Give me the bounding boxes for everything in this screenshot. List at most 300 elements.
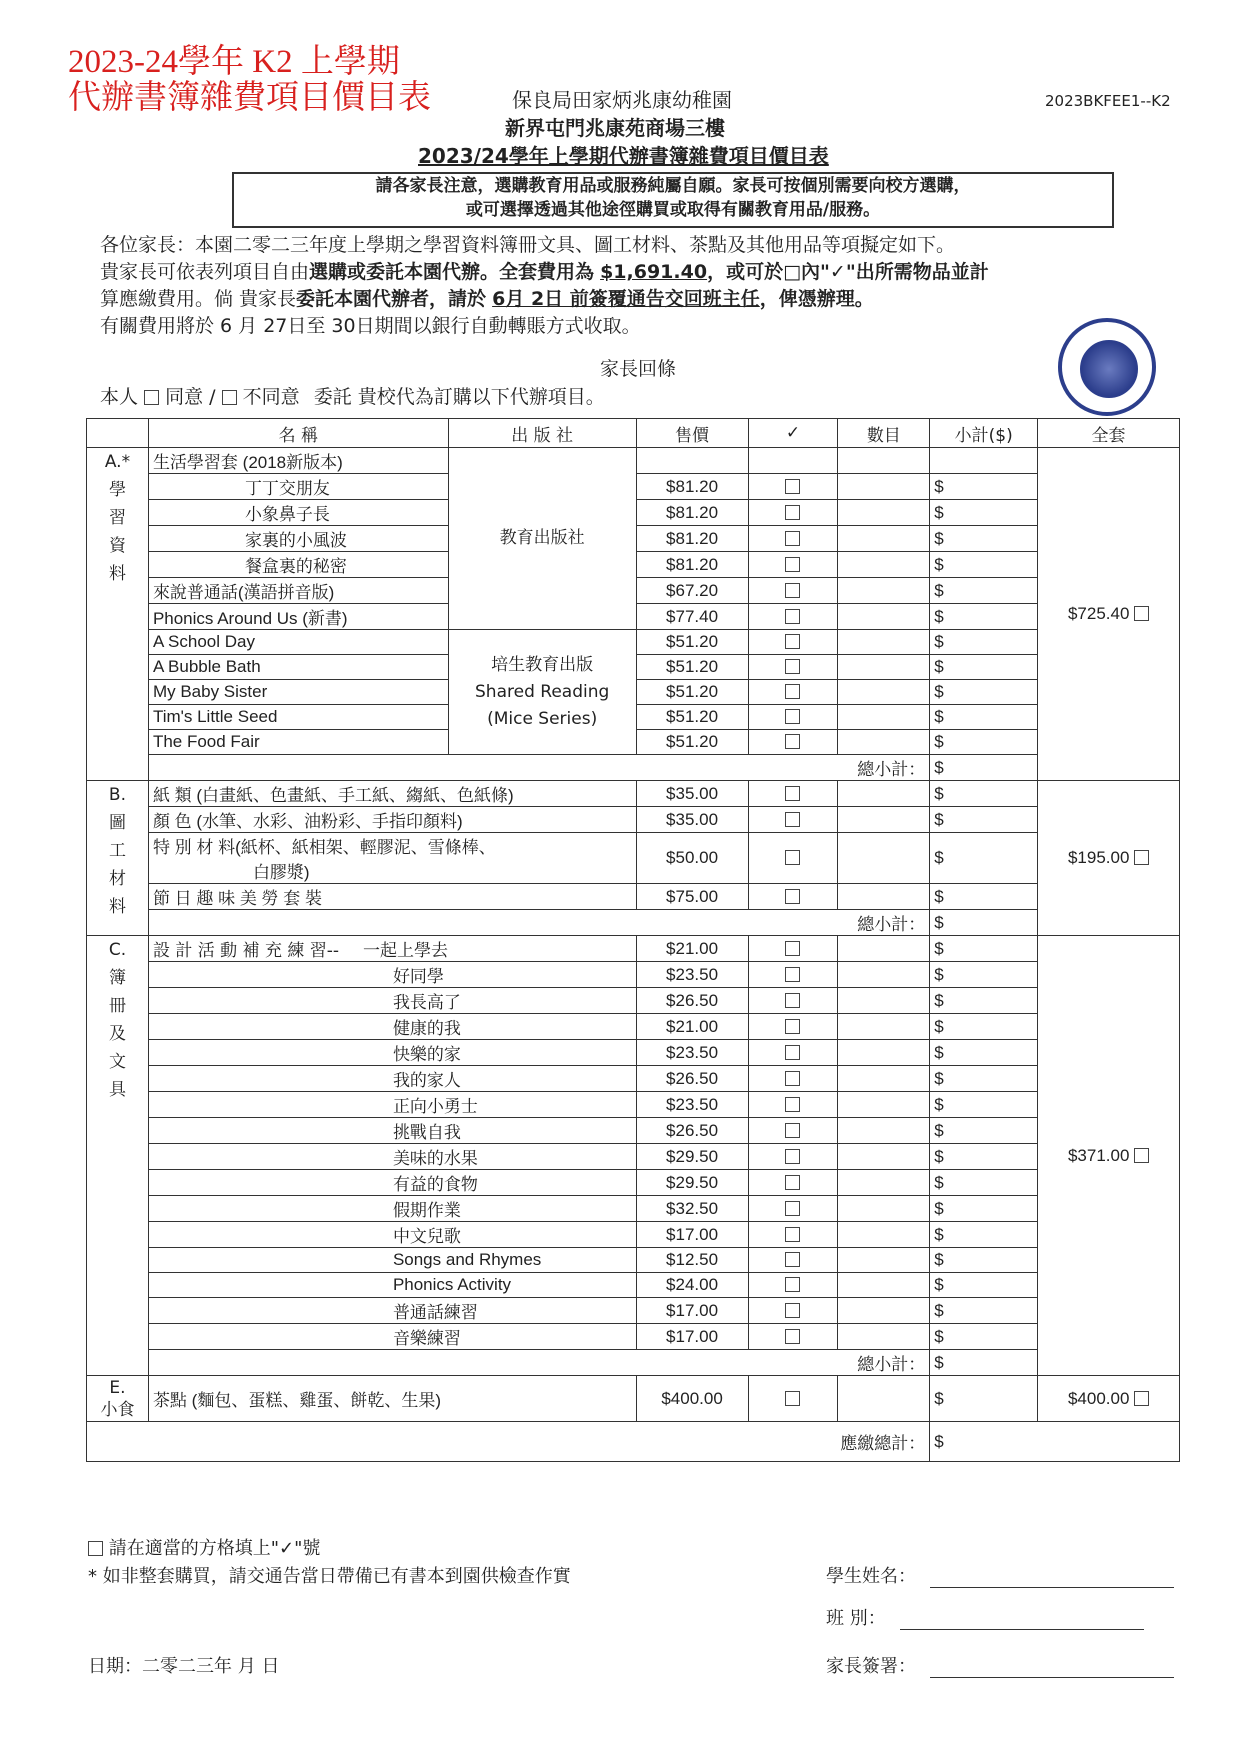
subtotal-field[interactable]: $	[930, 1170, 1038, 1196]
quantity-field[interactable]	[838, 552, 930, 578]
notice-box	[232, 172, 1114, 228]
quantity-field[interactable]	[838, 781, 930, 807]
header-publisher: 出 版 社	[448, 419, 636, 448]
publisher-name: Shared Reading	[475, 681, 610, 702]
section-char: 簿	[108, 968, 126, 988]
item-name-text: 中文兒歌	[392, 1227, 461, 1246]
section-code: E.	[109, 1377, 126, 1398]
item-checkbox[interactable]	[785, 786, 800, 801]
tick-cell	[748, 1222, 838, 1248]
section-char: 料	[108, 564, 126, 584]
tick-cell	[748, 500, 838, 526]
tick-cell	[748, 1273, 838, 1298]
item-name-text: 節 日 趣 味 美 勞 套 裝	[152, 889, 322, 908]
item-name: Tim's Little Seed	[148, 705, 448, 730]
subtotal-label: 總小計：	[148, 755, 929, 781]
quantity-field[interactable]	[838, 1222, 930, 1248]
table-row	[87, 1196, 1180, 1222]
quantity-field[interactable]	[838, 1092, 930, 1118]
item-name-text: 顏 色 (水筆、水彩、油粉彩、手指印顏料)	[152, 812, 463, 831]
section-char: 材	[108, 869, 126, 889]
quantity-field[interactable]	[838, 1196, 930, 1222]
section-label	[91, 936, 144, 1104]
item-name-text: 我的家人	[392, 1071, 461, 1090]
tick-cell	[748, 988, 838, 1014]
table-row	[87, 1324, 1180, 1350]
item-name	[148, 1324, 636, 1350]
set-price-cell	[1038, 936, 1180, 1376]
item-name: Phonics Around Us (新書)	[148, 604, 448, 630]
item-checkbox[interactable]	[785, 1123, 800, 1138]
item-checkbox[interactable]	[785, 812, 800, 827]
item-checkbox[interactable]	[785, 1201, 800, 1216]
parent-signature-label: 家長簽署：	[826, 1656, 916, 1677]
tick-cell	[748, 1144, 838, 1170]
total-fee: $1,691.40	[600, 261, 708, 283]
section-char: 及	[108, 1024, 126, 1044]
header-subtotal: 小計($)	[930, 419, 1038, 448]
red-title-line2: 代辦書簿雜費項目價目表	[68, 80, 431, 116]
item-name: 家裏的小風波	[148, 526, 448, 552]
section-e	[87, 1376, 1180, 1462]
publisher-2	[448, 630, 636, 755]
subtotal-field[interactable]: $	[930, 807, 1038, 833]
consent-prefix: 本人	[100, 386, 139, 408]
item-checkbox[interactable]	[785, 889, 800, 904]
table-row	[87, 1222, 1180, 1248]
item-name-text: 健康的我	[392, 1019, 461, 1038]
quantity-field[interactable]	[838, 500, 930, 526]
item-checkbox[interactable]	[785, 659, 800, 674]
quantity-field[interactable]	[838, 655, 930, 680]
item-price: $17.00	[636, 1298, 748, 1324]
student-name-row	[826, 1562, 1174, 1588]
subtotal-field[interactable]: $	[930, 1248, 1038, 1273]
class-row	[826, 1604, 1144, 1630]
item-checkbox[interactable]	[785, 709, 800, 724]
total-field[interactable]: $	[930, 1422, 1180, 1462]
agree-label: 同意 /	[165, 386, 216, 408]
subtotal-total-field[interactable]: $	[930, 755, 1038, 781]
item-name-text: 我長高了	[392, 993, 461, 1012]
parent-signature-field[interactable]	[930, 1659, 1174, 1678]
item-name	[148, 1066, 636, 1092]
quantity-field[interactable]	[838, 884, 930, 910]
set-checkbox[interactable]	[1134, 606, 1149, 621]
item-name	[148, 1196, 636, 1222]
notice-line2: 或可選擇透過其他途徑購買或取得有關教育用品/服務。	[465, 200, 881, 220]
table-row	[87, 1014, 1180, 1040]
disagree-checkbox[interactable]	[222, 390, 237, 405]
item-checkbox[interactable]	[785, 1097, 800, 1112]
tick-cell	[748, 936, 838, 962]
subtotal-field[interactable]: $	[930, 474, 1038, 500]
intro-text: ，或可於□內"✓"出所需物品並計	[707, 261, 989, 283]
header-tick: ✓	[748, 419, 838, 448]
section-char: 圖	[108, 813, 126, 833]
subtotal-field[interactable]: $	[930, 1298, 1038, 1324]
quantity-field[interactable]	[838, 1066, 930, 1092]
subtotal-field[interactable]: $	[930, 1118, 1038, 1144]
item-checkbox[interactable]	[785, 1071, 800, 1086]
item-name	[148, 962, 636, 988]
item-name	[148, 936, 636, 962]
student-name-label: 學生姓名：	[826, 1566, 916, 1587]
item-price: $35.00	[636, 781, 748, 807]
table-row	[87, 630, 1180, 655]
intro-line1: 各位家長：本園二零二三年度上學期之學習資料簿冊文具、圖工材料、茶點及其他用品等項擬定如下。	[100, 234, 956, 256]
item-prefix: 設 計 活 動 補 充 練 習--	[152, 941, 340, 961]
consent-suffix: 委託 貴校代為訂購以下代辦項目。	[313, 386, 605, 408]
subtotal-field[interactable]: $	[930, 578, 1038, 604]
item-name	[148, 1118, 636, 1144]
subtotal-field[interactable]: $	[930, 630, 1038, 655]
school-address: 新界屯門兆康苑商場三樓	[505, 116, 725, 140]
subtotal-field[interactable]: $	[930, 1066, 1038, 1092]
item-checkbox[interactable]	[785, 850, 800, 865]
item-checkbox[interactable]	[785, 1252, 800, 1267]
section-c	[87, 936, 1180, 1376]
set-price-cell	[1038, 1376, 1180, 1422]
item-price: $17.00	[636, 1324, 748, 1350]
deadline: 6月 2日 前簽覆通告交回班主任	[492, 288, 760, 310]
section-code: C.	[108, 940, 127, 960]
tick-cell	[748, 680, 838, 705]
tick-cell	[748, 730, 838, 755]
tick-cell	[748, 1118, 838, 1144]
quantity-field[interactable]	[838, 526, 930, 552]
quantity-field[interactable]	[838, 578, 930, 604]
item-name: 茶點 (麵包、蛋糕、雞蛋、餅乾、生果)	[148, 1376, 636, 1422]
item-name-text: 紙 類 (白畫紙、色畫紙、手工紙、縐紙、色紙條)	[152, 786, 514, 805]
item-checkbox[interactable]	[785, 583, 800, 598]
blank	[748, 448, 838, 474]
section-char: 資	[108, 536, 126, 556]
item-checkbox[interactable]	[785, 684, 800, 699]
item-price: $29.50	[636, 1170, 748, 1196]
item-checkbox[interactable]	[785, 1391, 800, 1406]
tick-cell	[748, 1324, 838, 1350]
tick-cell	[748, 833, 838, 884]
item-checkbox[interactable]	[785, 1227, 800, 1242]
date-line: 日期：二零二三年 月 日	[88, 1656, 280, 1677]
quantity-field[interactable]	[838, 474, 930, 500]
tick-cell	[748, 655, 838, 680]
header-blank	[87, 419, 149, 448]
quantity-field[interactable]	[838, 1118, 930, 1144]
fee-table	[86, 418, 1180, 1462]
item-name	[148, 833, 636, 884]
item-checkbox[interactable]	[785, 1149, 800, 1164]
quantity-field[interactable]	[838, 604, 930, 630]
item-name	[148, 1222, 636, 1248]
quantity-field[interactable]	[838, 962, 930, 988]
quantity-field[interactable]	[838, 1144, 930, 1170]
total-row	[87, 1422, 1180, 1462]
section-char: 學	[108, 480, 126, 500]
subtotal-field[interactable]: $	[930, 884, 1038, 910]
class-field[interactable]	[900, 1611, 1144, 1630]
item-name: My Baby Sister	[148, 680, 448, 705]
tick-cell	[748, 1170, 838, 1196]
publisher-name: 教育出版社	[499, 528, 585, 548]
item-name	[148, 1248, 636, 1273]
header-price: 售價	[636, 419, 748, 448]
quantity-field[interactable]	[838, 1273, 930, 1298]
quantity-field[interactable]	[838, 1376, 930, 1422]
subtotal-field[interactable]: $	[930, 962, 1038, 988]
section-label	[91, 448, 144, 588]
school-seal-icon	[1058, 318, 1156, 416]
quantity-field[interactable]	[838, 1014, 930, 1040]
item-checkbox[interactable]	[785, 609, 800, 624]
item-price: $35.00	[636, 807, 748, 833]
section-e-label	[87, 1376, 149, 1422]
header-quantity: 數目	[838, 419, 930, 448]
item-name: The Food Fair	[148, 730, 448, 755]
item-name	[148, 1273, 636, 1298]
subtotal-field[interactable]: $	[930, 655, 1038, 680]
item-price: $23.50	[636, 1092, 748, 1118]
item-price: $77.40	[636, 604, 748, 630]
table-row	[87, 988, 1180, 1014]
item-name	[148, 1040, 636, 1066]
total-label: 應繳總計：	[87, 1422, 930, 1462]
quantity-field[interactable]	[838, 1324, 930, 1350]
item-checkbox[interactable]	[785, 993, 800, 1008]
table-row	[87, 781, 1180, 807]
quantity-field[interactable]	[838, 1248, 930, 1273]
red-title-line1: 2023-24學年 K2 上學期	[68, 44, 400, 80]
school-name: 保良局田家炳兆康幼稚園	[512, 88, 732, 112]
section-char: 冊	[108, 996, 126, 1016]
table-row	[87, 833, 1180, 884]
publisher-name: 培生教育出版	[491, 654, 594, 675]
red-title	[68, 44, 431, 116]
quantity-field[interactable]	[838, 630, 930, 655]
tick-cell	[748, 1014, 838, 1040]
blank	[838, 448, 930, 474]
subtotal-row	[87, 1350, 1180, 1376]
item-price: $51.20	[636, 730, 748, 755]
table-header	[87, 419, 1180, 448]
section-code: A.*	[104, 452, 131, 472]
item-name-text: 假期作業	[392, 1201, 461, 1220]
item-name	[148, 1144, 636, 1170]
intro-line4: 有關費用將於 6 月 27日至 30日期間以銀行自動轉賬方式收取。	[100, 315, 641, 337]
item-name-text: Phonics Activity	[392, 1275, 512, 1294]
section-char: 工	[108, 841, 126, 861]
table-row	[87, 1273, 1180, 1298]
item-checkbox[interactable]	[785, 505, 800, 520]
tick-cell	[748, 781, 838, 807]
tick-cell	[748, 884, 838, 910]
subtotal-label: 總小計：	[148, 910, 929, 936]
publisher-1	[448, 448, 636, 630]
quantity-field[interactable]	[838, 1298, 930, 1324]
tick-cell	[748, 1196, 838, 1222]
item-checkbox[interactable]	[785, 531, 800, 546]
subtotal-total-field[interactable]: $	[930, 1350, 1038, 1376]
tick-cell	[748, 604, 838, 630]
item-price: $26.50	[636, 1066, 748, 1092]
item-name-text: 白膠漿)	[252, 863, 310, 882]
item-checkbox[interactable]	[785, 479, 800, 494]
subtotal-field[interactable]: $	[930, 705, 1038, 730]
item-price: $23.50	[636, 962, 748, 988]
intro-bold: ，俾憑辦理。	[759, 288, 874, 310]
set-price: $195.00	[1067, 848, 1135, 867]
sample-checkbox	[88, 1541, 103, 1556]
section-c-label	[87, 936, 149, 1376]
blank	[636, 448, 748, 474]
intro-bold: 選購或委託本園代辦。全套費用為	[309, 261, 595, 283]
item-price: $29.50	[636, 1144, 748, 1170]
subtotal-field[interactable]: $	[930, 1014, 1038, 1040]
student-name-field[interactable]	[930, 1569, 1174, 1588]
class-label: 班 別：	[826, 1608, 886, 1629]
item-name: 來說普通話(漢語拼音版)	[148, 578, 448, 604]
item-checkbox[interactable]	[785, 941, 800, 956]
item-name: A Bubble Bath	[148, 655, 448, 680]
subtotal-field[interactable]: $	[930, 1273, 1038, 1298]
item-checkbox[interactable]	[785, 557, 800, 572]
item-price: $81.20	[636, 552, 748, 578]
quantity-field[interactable]	[838, 680, 930, 705]
item-checkbox[interactable]	[785, 1175, 800, 1190]
quantity-field[interactable]	[838, 936, 930, 962]
item-price: $51.20	[636, 655, 748, 680]
subtotal-field[interactable]: $	[930, 1092, 1038, 1118]
quantity-field[interactable]	[838, 705, 930, 730]
item-name	[148, 884, 636, 910]
reply-heading: 家長回條	[600, 358, 677, 380]
item-price: $21.00	[636, 936, 748, 962]
item-price: $81.20	[636, 526, 748, 552]
item-price: $26.50	[636, 988, 748, 1014]
item-price: $17.00	[636, 1222, 748, 1248]
subtotal-field[interactable]: $	[930, 781, 1038, 807]
item-name	[148, 781, 636, 807]
consent-line	[100, 382, 605, 409]
item-checkbox[interactable]	[785, 1019, 800, 1034]
subtotal-field[interactable]: $	[930, 1196, 1038, 1222]
item-price: $51.20	[636, 705, 748, 730]
tick-cell	[748, 1040, 838, 1066]
set-checkbox[interactable]	[1134, 1391, 1149, 1406]
set-checkbox[interactable]	[1134, 1148, 1149, 1163]
item-checkbox[interactable]	[785, 734, 800, 749]
header-set: 全套	[1038, 419, 1180, 448]
subtotal-field[interactable]: $	[930, 552, 1038, 578]
item-name: 小象鼻子長	[148, 500, 448, 526]
subtotal-total-field[interactable]: $	[930, 910, 1038, 936]
table-row	[87, 448, 1180, 474]
subtotal-field[interactable]: $	[930, 1222, 1038, 1248]
subtotal-field[interactable]: $	[930, 1324, 1038, 1350]
subtotal-row	[87, 755, 1180, 781]
table-row	[87, 1118, 1180, 1144]
quantity-field[interactable]	[838, 988, 930, 1014]
subtotal-field[interactable]: $	[930, 936, 1038, 962]
item-name	[148, 807, 636, 833]
tick-cell	[748, 962, 838, 988]
tick-cell	[748, 552, 838, 578]
tick-cell	[748, 1376, 838, 1422]
header-name: 名 稱	[148, 419, 448, 448]
table-row	[87, 1298, 1180, 1324]
subtotal-field[interactable]: $	[930, 833, 1038, 884]
item-name	[148, 1298, 636, 1324]
item-checkbox[interactable]	[785, 1329, 800, 1344]
agree-checkbox[interactable]	[144, 390, 159, 405]
section-char: 文	[108, 1052, 126, 1072]
quantity-field[interactable]	[838, 1170, 930, 1196]
doc-id: 2023BKFEE1--K2	[1045, 92, 1171, 110]
item-checkbox[interactable]	[785, 634, 800, 649]
subtotal-field[interactable]: $	[930, 730, 1038, 755]
footnote: * 如非整套購買，請交通告當日帶備已有書本到園供檢查作實	[88, 1566, 571, 1587]
table-row	[87, 884, 1180, 910]
item-checkbox[interactable]	[785, 1303, 800, 1318]
quantity-field[interactable]	[838, 730, 930, 755]
item-price: $81.20	[636, 500, 748, 526]
subtotal-field[interactable]: $	[930, 526, 1038, 552]
subtotal-field[interactable]: $	[930, 1040, 1038, 1066]
item-price: $26.50	[636, 1118, 748, 1144]
set-checkbox[interactable]	[1134, 850, 1149, 865]
quantity-field[interactable]	[838, 833, 930, 884]
subtotal-field[interactable]: $	[930, 500, 1038, 526]
section-char: 小食	[100, 1399, 135, 1420]
table-row	[87, 962, 1180, 988]
item-price: $23.50	[636, 1040, 748, 1066]
table-row	[87, 1376, 1180, 1422]
set-price: $400.00	[1067, 1388, 1135, 1408]
item-checkbox[interactable]	[785, 1045, 800, 1060]
subtotal-label: 總小計：	[148, 1350, 929, 1376]
item-name-text: 普通話練習	[392, 1303, 478, 1322]
item-checkbox[interactable]	[785, 1277, 800, 1292]
tick-cell	[748, 705, 838, 730]
item-name-text: 挑戰自我	[392, 1123, 461, 1142]
intro-line2	[100, 259, 1180, 286]
subtotal-field[interactable]: $	[930, 680, 1038, 705]
tick-note-text: 請在適當的方格填上"✓"號	[108, 1538, 321, 1559]
item-price: $400.00	[636, 1376, 748, 1422]
item-name	[148, 1014, 636, 1040]
quantity-field[interactable]	[838, 807, 930, 833]
section-code: B.	[108, 785, 126, 805]
quantity-field[interactable]	[838, 1040, 930, 1066]
item-price: $67.20	[636, 578, 748, 604]
subtotal-field[interactable]: $	[930, 1144, 1038, 1170]
item-name	[148, 1092, 636, 1118]
item-name-text: 特 別 材 料(紙杯、紙相架、輕膠泥、雪條棒、	[152, 838, 496, 857]
item-price: $51.20	[636, 680, 748, 705]
item-price: $50.00	[636, 833, 748, 884]
subtotal-field[interactable]: $	[930, 988, 1038, 1014]
set-price: $725.40	[1067, 604, 1135, 623]
table-row	[87, 1092, 1180, 1118]
table-row	[87, 1144, 1180, 1170]
item-checkbox[interactable]	[785, 967, 800, 982]
subtotal-field[interactable]: $	[930, 1376, 1038, 1422]
section-char: 具	[108, 1080, 126, 1100]
subtotal-field[interactable]: $	[930, 604, 1038, 630]
intro-paragraph	[100, 232, 1180, 340]
blank	[930, 448, 1038, 474]
